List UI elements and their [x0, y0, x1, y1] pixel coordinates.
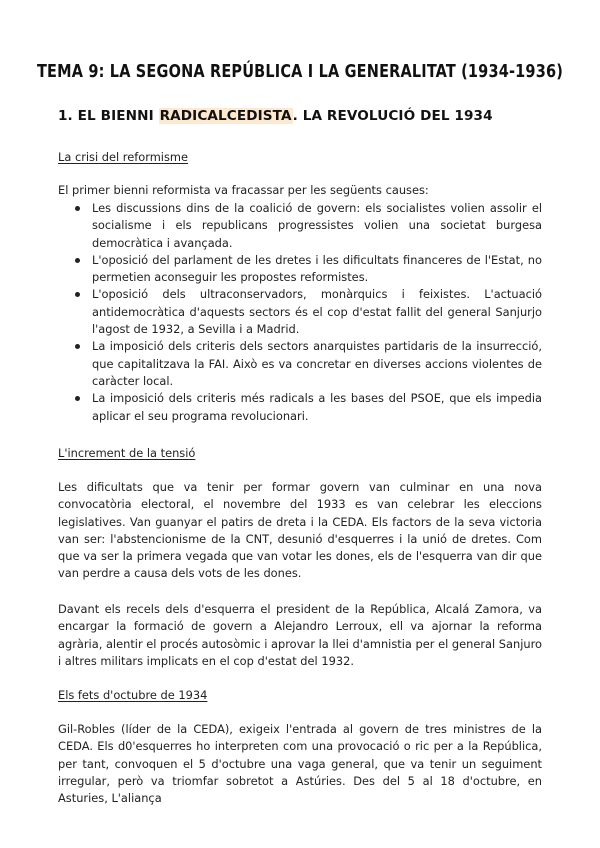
bullet-icon	[75, 258, 80, 263]
bullet-icon	[75, 396, 80, 401]
list-item: L'oposició dels ultraconservadors, monàrquics i feixistes. L'actuació antidemocràtica d'aquests sectors és el cop d'estat fallit del general Sanjurjo l'agost de 1932, a Sevilla i a Madrid.	[58, 286, 542, 338]
crisis-intro: El primer bienni reformista va fracassar per les següents causes:	[58, 183, 429, 197]
tension-paragraph-1: Les dificultats que va tenir per formar govern van culminar en una nova convocatòria electoral, el novembre del 1933 es van celebrar les eleccions legislatives. Van guanyar el patirs de dreta i la CEDA. Els factors de la seva victoria van ser: l'abstencionisme de la CNT, desunió d'esquerres i la unió de dretes. Com que va ser la primera vegada que van votar les dones, els de l'esquerra van dir que van perdre a causa dels vots de les dones.	[58, 480, 542, 581]
bullet-icon	[75, 206, 80, 211]
crisis-bullet-list	[58, 200, 542, 425]
october-paragraph: Gil-Robles (líder de la CEDA), exigeix l'entrada al govern de tres ministres de la CEDA. Els d0'esquerres ho interpreten com una provocació o ric per a la República, per tant, convoquen el 5 d'octubre una vaga general, que va tenir un seguiment irregular, però va triomfar sobretot a Astúries. Des del 5 al 18 d'octubre, en Asturies, L'aliança	[58, 722, 542, 806]
section-heading-prefix: 1. EL BIENNI	[58, 108, 159, 124]
section-heading-highlight: RADICALCEDISTA	[159, 108, 292, 124]
list-item: La imposició dels criteris dels sectors anarquistes partidaris de la insurrecció, que capitalitzava la FAI. Això es va concretar en diverses accions violentes de caràcter local.	[58, 338, 542, 390]
list-item: Les discussions dins de la coalició de govern: els socialistes volien assolir el socialisme i els republicans progressistes volien una societat burgesa democràtica i avançada.	[58, 200, 542, 252]
bullet-icon	[75, 292, 80, 297]
tension-paragraph-2: Davant els recels dels d'esquerra el president de la República, Alcalá Zamora, va encargar la formació de govern a Alejandro Lerroux, ell va ajornar la reforma agrària, alentir el procés autosòmic i aprovar la llei d'amnistia per el general Sanjuro i altres militars implicats en el cop d'estat del 1932.	[58, 602, 542, 668]
subheading-crisis: La crisi del reformisme	[58, 150, 189, 164]
list-item: La imposició dels criteris més radicals a les bases del PSOE, que els impedia aplicar el seu programa revolucionari.	[58, 390, 542, 425]
bullet-icon	[75, 344, 80, 349]
section-heading	[58, 108, 493, 124]
subheading-october: Els fets d'octubre de 1934	[58, 688, 208, 702]
section-heading-suffix: . LA REVOLUCIÓ DEL 1934	[292, 108, 493, 124]
subheading-tension: L'increment de la tensió	[58, 446, 196, 460]
document-title: TEMA 9: LA SEGONA REPÚBLICA I LA GENERALITAT (1934-1936)	[36, 62, 564, 82]
list-item: L'oposició del parlament de les dretes i les dificultats financeres de l'Estat, no permetien aconseguir les propostes reformistes.	[58, 252, 542, 287]
